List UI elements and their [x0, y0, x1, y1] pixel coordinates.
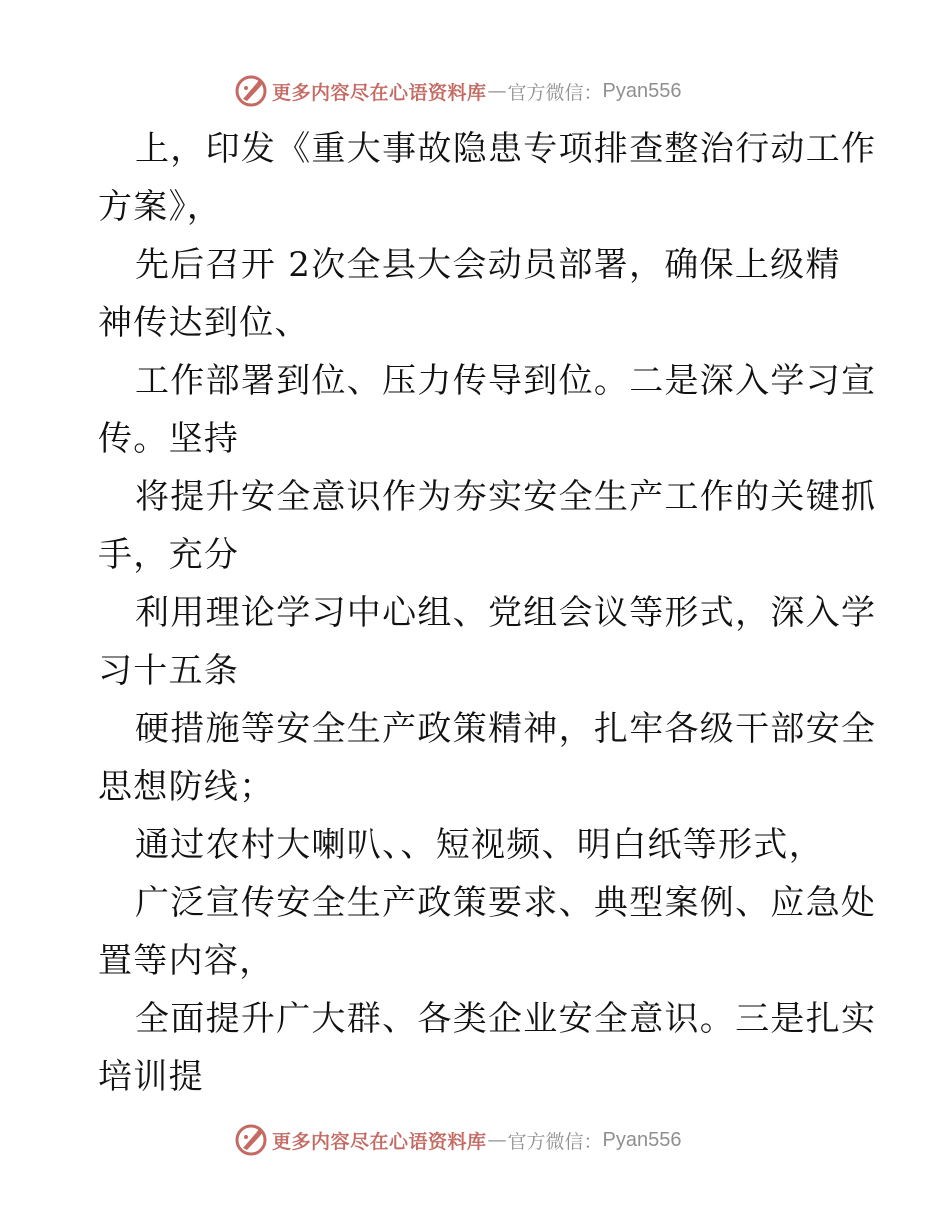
text-line: 培训提	[98, 1057, 204, 1097]
watermark-wechat-label: 官方微信：	[507, 1130, 603, 1153]
header-watermark	[234, 71, 682, 111]
pen-seal-logo-icon	[234, 1123, 268, 1157]
watermark-text: 更多内容尽在心语资料库	[272, 1130, 487, 1153]
text-line: 先后召开 2次全县大会动员部署，确保上级精	[135, 245, 841, 285]
watermark-wechat-label: 官方微信：	[507, 81, 603, 104]
text-line: 通过农村大喇叭、、短视频、明白纸等形式，	[135, 825, 824, 865]
text-line: 神传达到位、	[98, 303, 310, 343]
pen-seal-logo-icon	[234, 74, 268, 108]
text-line: 传。坚持	[98, 419, 240, 459]
text-line: 广泛宣传安全生产政策要求、典型案例、应急处	[135, 883, 877, 923]
watermark-text: 更多内容尽在心语资料库	[272, 81, 487, 104]
text-line: 置等内容，	[98, 941, 275, 981]
text-line: 习十五条	[98, 651, 240, 691]
document-body	[98, 120, 877, 1106]
watermark-wechat-id: Pyan556	[602, 79, 682, 102]
watermark-separator: —	[487, 1129, 507, 1151]
text-line: 硬措施等安全生产政策精神，扎牢各级干部安全	[135, 709, 877, 749]
text-line: 思想防线；	[98, 767, 275, 807]
watermark-wechat-id: Pyan556	[602, 1128, 682, 1151]
footer-watermark	[234, 1120, 682, 1160]
text-line: 将提升安全意识作为夯实安全生产工作的关键抓	[135, 477, 877, 517]
text-line: 全面提升广大群、各类企业安全意识。三是扎实	[135, 999, 877, 1039]
text-line: 利用理论学习中心组、党组会议等形式，深入学	[135, 593, 877, 633]
text-line: 手，充分	[98, 535, 240, 575]
text-line: 上，印发《重大事故隐患专项排查整治行动工作	[135, 129, 877, 169]
text-line: 方案》，	[98, 187, 223, 227]
text-line: 工作部署到位、压力传导到位。二是深入学习宣	[135, 361, 877, 401]
watermark-separator: —	[487, 80, 507, 102]
